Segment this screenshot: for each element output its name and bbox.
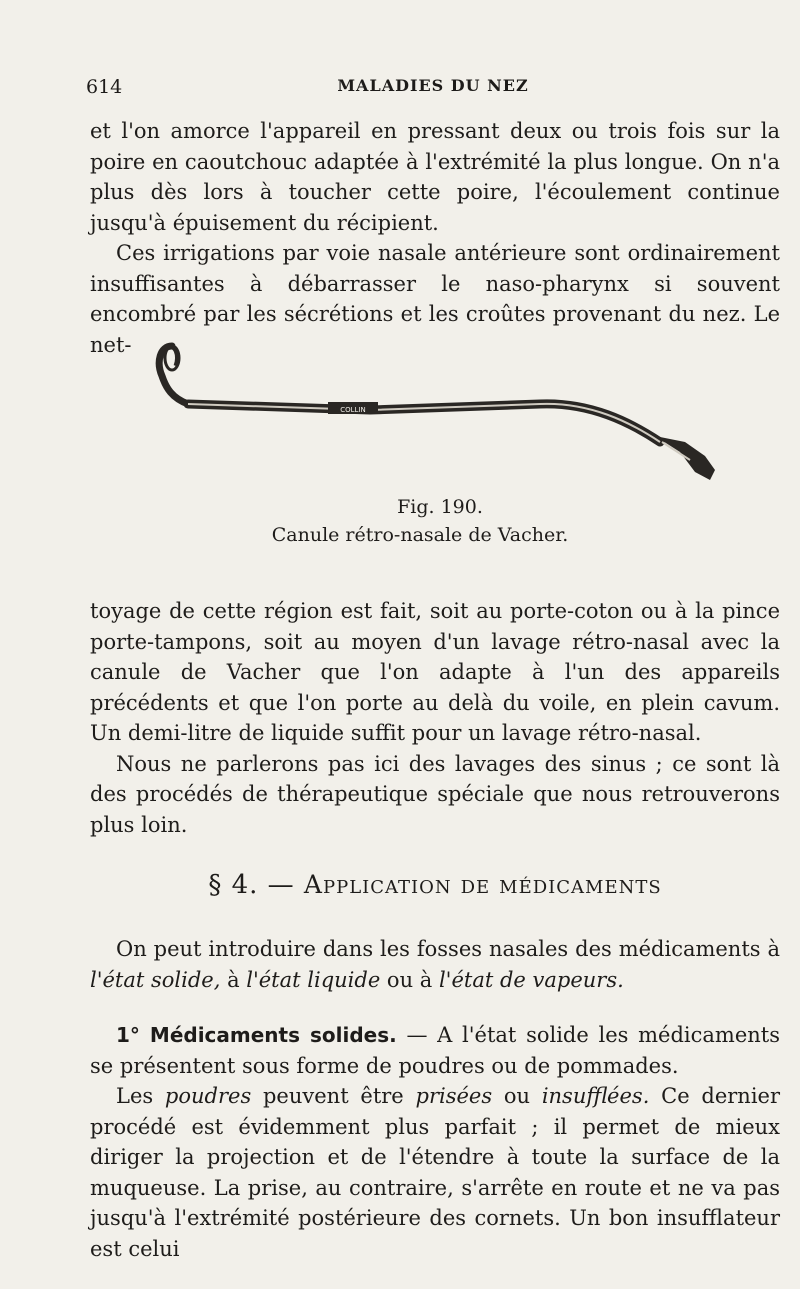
section-symbol: § 4. — [208, 870, 259, 900]
paragraph-5 — [90, 934, 780, 995]
text-block-middle — [90, 596, 780, 840]
figure-caption: Canule rétro-nasale de Vacher. — [271, 524, 569, 546]
section-heading — [90, 870, 780, 900]
figure-190 — [150, 332, 730, 572]
text-block-bottom — [90, 1020, 780, 1264]
p7-t3: ou — [492, 1084, 542, 1108]
paragraph-1: et l'on amorce l'appareil en pressant deux ou trois fois sur la poire en caoutchouc adaptée à l'extrémité la plus longue. On n'a plus dès lors à toucher cette poire, l'écoulement continue jusqu'à épuisement du récipient. — [90, 119, 780, 235]
page-number: 614 — [86, 76, 123, 98]
p5-mid2: ou à — [380, 967, 439, 992]
p7-t4: Ce dernier procédé est évidemment plus parfait ; il permet de mieux diriger la projection et de l'étendre à toute la surface de la muqueuse. La prise, au contraire, s'arrête en route et ne va pas jusqu'à l'extrémité postérieure des cornets. Un bon insufflateur est celui — [90, 1084, 781, 1261]
section-title: Application de médicaments — [303, 870, 662, 899]
p6-text: — A l'état solide les médicaments se présentent sous forme de poudres ou de pommades. — [90, 1023, 780, 1078]
text-block-top — [90, 116, 780, 360]
paragraph-7 — [90, 1081, 780, 1264]
p7-em-poudres: poudres — [164, 1084, 252, 1108]
paragraph-4: Nous ne parlerons pas ici des lavages des sinus ; ce sont là des procédés de thérapeutique spéciale que nous retrouverons plus loin. — [90, 751, 780, 837]
paragraph-3: toyage de cette région est fait, soit au porte-coton ou à la pince porte-tampons, soit au moyen d'un lavage rétro-nasal avec la canule de Vacher que l'on adapte à l'un des appareils précédents et que l'on porte au delà du voile, en plein cavum. Un demi-litre de liquide suffit pour un lavage rétro-nasal. — [90, 599, 780, 745]
p5-em-vapeurs: l'état de vapeurs. — [438, 967, 624, 992]
paragraph-6 — [90, 1020, 780, 1081]
p5-mid1: à — [220, 967, 247, 992]
p5-em-solide: l'état solide, — [90, 967, 221, 992]
figure-label: Fig. 190. — [397, 496, 483, 518]
running-head: MALADIES DU NEZ — [337, 76, 529, 95]
p7-em-prisees: prisées — [415, 1084, 493, 1108]
section-dash: — — [267, 870, 295, 900]
maker-engraving: COLLIN — [340, 406, 366, 414]
p7-em-insufflees: insufflées. — [541, 1084, 650, 1108]
page-header — [86, 70, 780, 100]
subsection-heading: 1° Médicaments solides. — [116, 1023, 397, 1047]
paragraph-2: Ces irrigations par voie nasale antérieure sont ordinairement insuffisantes à débarrasser le naso-pharynx si souvent encombré par les sécrétions et les croûtes provenant du nez. Le net- — [90, 241, 780, 357]
p5-lead: On peut introduire dans les fosses nasales des médicaments à — [116, 937, 780, 961]
p7-t2: peuvent être — [251, 1084, 416, 1108]
text-block-intro — [90, 934, 780, 995]
p7-t1: Les — [116, 1084, 165, 1108]
p5-em-liquide: l'état liquide — [246, 967, 381, 992]
cannula-illustration — [150, 332, 730, 492]
